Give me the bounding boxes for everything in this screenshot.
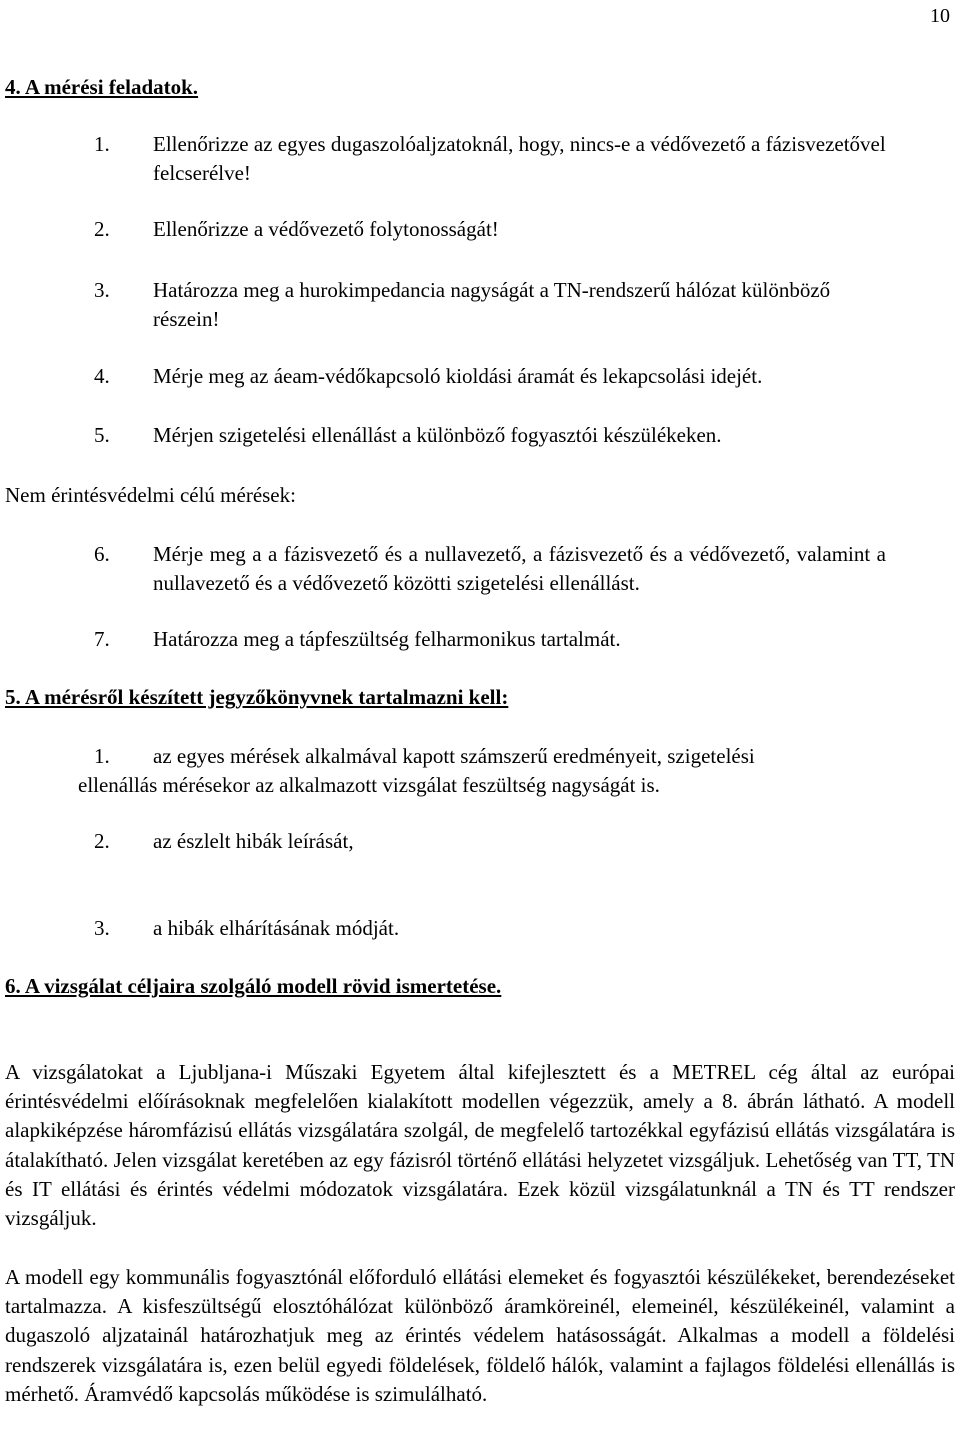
model-description-paragraph-1: A vizsgálatokat a Ljubljana-i Műszaki Egyetem által kifejlesztett és a METREL cég által az európai érintésvédelmi előírásoknak megfelelően kialakított modellen végezzük, amely a 8. ábrán látható. A modell alapkiképzése háromfázisú ellátás vizsgálatára szolgál, de megfelelő tartozékkal egyfázisú ellátás vizsgálatára is átalakítható. Jelen vizsgálat keretében az egy fázisról történő ellátási helyzetet vizsgáljuk. Lehetőség van TT, TN és IT ellátási és érintés védelmi módozatok vizsgálatára. Ezek közül vizsgálatunknál a TN és TT rendszer vizsgáljuk. — [5, 1060, 955, 1231]
task-item-2 — [94, 215, 886, 244]
task-item-1 — [94, 130, 886, 188]
report-text-line2: ellenállás mérésekor az alkalmazott vizsgálat feszültség nagyságát is. — [78, 773, 660, 797]
section-4-heading: 4. A mérési feladatok. — [5, 75, 199, 99]
report-number: 2. — [94, 829, 110, 853]
task-text: Határozza meg a tápfeszültség felharmonikus tartalmát. — [153, 627, 621, 651]
page-number: 10 — [930, 5, 950, 27]
task-number: 7. — [94, 627, 110, 651]
non-safety-measurements-subheading: Nem érintésvédelmi célú mérések: — [5, 483, 296, 507]
task-item-4 — [94, 362, 886, 391]
report-item-2 — [94, 827, 886, 856]
task-number: 3. — [94, 278, 110, 302]
task-text: Mérje meg a a fázisvezető és a nullavezető, a fázisvezető és a védővezető, valamint a nullavezető és a védővezető közötti szigetelési ellenállást. — [153, 542, 886, 595]
task-number: 6. — [94, 542, 110, 566]
task-item-5 — [94, 421, 886, 450]
task-text: Ellenőrizze a védővezető folytonosságát! — [153, 217, 499, 241]
report-text: a hibák elhárításának módját. — [153, 916, 400, 940]
report-text-line1: az egyes mérések alkalmával kapott számszerű eredményeit, szigetelési — [153, 744, 755, 768]
task-text: Ellenőrizze az egyes dugaszolóaljzatoknál, hogy, nincs-e a védővezető a fázisvezetővel felcserélve! — [153, 132, 886, 185]
report-number: 1. — [94, 744, 110, 768]
report-number: 3. — [94, 916, 110, 940]
model-description-paragraph-2: A modell egy kommunális fogyasztónál előforduló ellátási elemeket és fogyasztói készülékeket, berendezéseket tartalmazza. A kisfeszültségű elosztóhálózat különböző áramköreinél, elemeinél, készülékeinél, valamint a dugaszoló aljzatainál határozhatjuk meg az érintés védelem hatásosságát. Alkalmas a modell a földelési rendszerek vizsgálatára is, ezen belül egyedi földelések, földelő hálók, valamint a fajlagos földelési ellenállás is mérhető. Áramvédő kapcsolás működése is szimulálható. — [5, 1265, 955, 1406]
task-item-7 — [94, 625, 886, 654]
report-item-1 — [78, 742, 878, 800]
task-item-6 — [94, 540, 886, 598]
task-text: Mérjen szigetelési ellenállást a különböző fogyasztói készülékeken. — [153, 423, 722, 447]
section-6-heading: 6. A vizsgálat céljaira szolgáló modell rövid ismertetése. — [5, 974, 502, 998]
task-number: 5. — [94, 423, 110, 447]
report-item-3 — [94, 914, 886, 943]
task-text: Határozza meg a hurokimpedancia nagyságát a TN-rendszerű hálózat különböző részein! — [153, 278, 831, 331]
task-item-3 — [94, 276, 886, 334]
report-text: az észlelt hibák leírását, — [153, 829, 354, 853]
section-5-heading: 5. A mérésről készített jegyzőkönyvnek tartalmazni kell: — [5, 685, 509, 709]
task-number: 2. — [94, 217, 110, 241]
task-number: 1. — [94, 132, 110, 156]
task-number: 4. — [94, 364, 110, 388]
task-text: Mérje meg az áeam-védőkapcsoló kioldási áramát és lekapcsolási idejét. — [153, 364, 763, 388]
